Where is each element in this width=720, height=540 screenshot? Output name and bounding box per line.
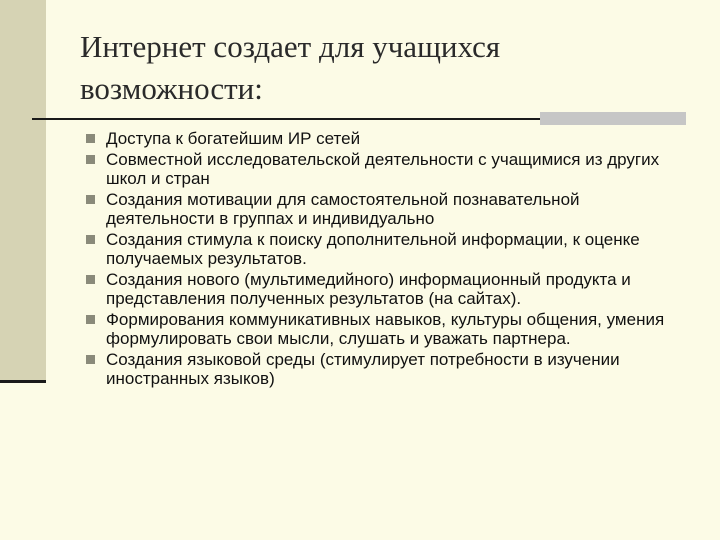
square-bullet-icon [86, 355, 95, 364]
left-band-divider [0, 380, 46, 383]
bullet-text-7: Создания языковой среды (стимулирует потребности в изучении иностранных языков) [106, 350, 620, 388]
square-bullet-icon [86, 155, 95, 164]
bullet-item-4 [86, 230, 686, 268]
square-bullet-icon [86, 275, 95, 284]
bullet-text-4: Создания стимула к поиску дополнительной информации, к оценке получаемых результатов. [106, 230, 640, 268]
slide-title [80, 26, 680, 110]
bullet-text-5: Создания нового (мультимедийного) информационный продукта и представления полученных результатов (на сайтах). [106, 270, 631, 308]
bullet-list [86, 129, 686, 390]
square-bullet-icon [86, 134, 95, 143]
bullet-text-2: Совместной исследовательской деятельности с учащимися из других школ и стран [106, 150, 660, 188]
bullet-text-3: Создания мотивации для самостоятельной познавательной деятельности в группах и индивидуально [106, 190, 580, 228]
square-bullet-icon [86, 195, 95, 204]
bullet-item-1 [86, 129, 686, 148]
bullet-item-5 [86, 270, 686, 308]
left-accent-band [0, 0, 46, 382]
square-bullet-icon [86, 315, 95, 324]
title-rule-accent [540, 112, 686, 125]
bullet-item-2 [86, 150, 686, 188]
slide-title-line-2: возможности: [80, 71, 263, 106]
slide-title-line-1: Интернет создает для учащихся [80, 29, 501, 64]
bullet-text-6: Формирования коммуникативных навыков, культуры общения, умения формулировать свои мысли, слушать и уважать партнера. [106, 310, 665, 348]
bullet-item-3 [86, 190, 686, 228]
bullet-item-6 [86, 310, 686, 348]
bullet-item-7 [86, 350, 686, 388]
bullet-text-1: Доступа к богатейшим ИР сетей [106, 129, 361, 148]
square-bullet-icon [86, 235, 95, 244]
